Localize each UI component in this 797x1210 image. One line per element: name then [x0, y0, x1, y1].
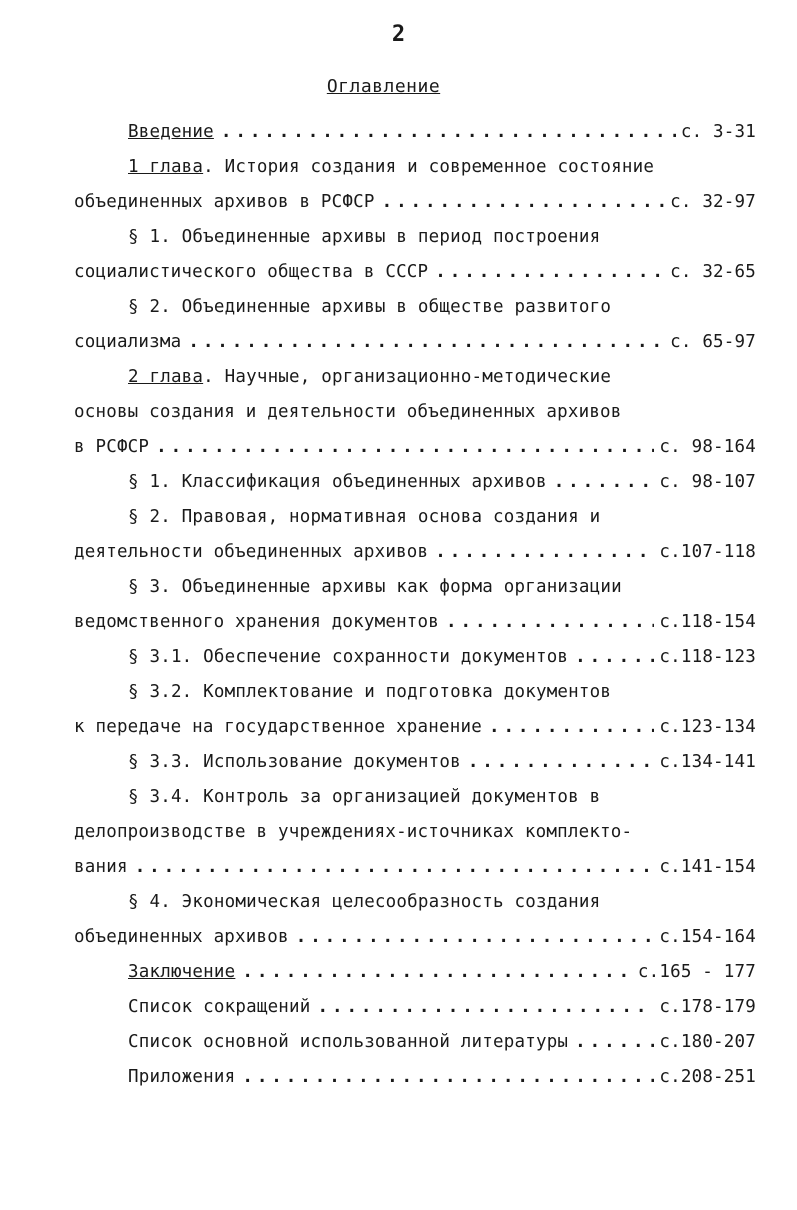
toc-chapter-1-line-2 — [74, 188, 756, 216]
toc-line-text: § 3.2. Комплектование и подготовка документов — [128, 682, 612, 702]
toc-entry-page: с. 3-31 — [680, 122, 756, 142]
toc-section-1-2-line-2 — [74, 328, 756, 356]
toc-line-text: . История создания и современное состояние — [203, 157, 655, 177]
dot-leader — [318, 993, 655, 1021]
toc-chapter-2-line-2 — [74, 398, 756, 426]
toc-entry-page: с.165 - 177 — [637, 962, 756, 982]
toc-entry-page: с.141-154 — [659, 857, 756, 877]
toc-entry-title: Введение — [128, 122, 214, 142]
toc-line-text: . Научные, организационно-методические — [203, 367, 612, 387]
toc-entry-page: с.118-123 — [659, 647, 756, 667]
toc-section-1-2-line-1 — [128, 293, 756, 321]
toc-section-2-3-3 — [128, 748, 756, 776]
toc-entry-page: с.178-179 — [659, 997, 756, 1017]
toc-entry-literature — [128, 1028, 756, 1056]
toc-section-2-1 — [128, 468, 756, 496]
dot-leader — [435, 538, 654, 566]
dot-leader — [468, 748, 655, 776]
toc-entry-title: Приложения — [128, 1067, 236, 1087]
chapter-label: 2 глава — [128, 367, 204, 387]
toc-section-2-3-2-line-1 — [128, 678, 756, 706]
dot-leader — [135, 853, 655, 881]
toc-entry-title: к передаче на государственное хранение — [74, 717, 482, 737]
page-number: 2 — [391, 22, 406, 47]
toc-heading: Оглавление — [326, 76, 441, 97]
toc-entry-title: Заключение — [128, 962, 236, 982]
dot-leader — [188, 328, 665, 356]
dot-leader — [156, 433, 654, 461]
toc-section-2-3-2-line-2 — [74, 713, 756, 741]
toc-entry-page: с.180-207 — [659, 1032, 756, 1052]
toc-entry-page: с.118-154 — [659, 612, 756, 632]
toc-entry-title: в РСФСР — [74, 437, 150, 457]
toc-line-text: § 2. Объединенные архивы в обществе развитого — [128, 297, 612, 317]
dot-leader — [221, 118, 676, 146]
toc-entry-page: с.123-134 — [659, 717, 756, 737]
toc-entry-page: с. 65-97 — [670, 332, 756, 352]
toc-entry-introduction — [128, 118, 756, 146]
toc-entry-conclusion — [128, 958, 756, 986]
toc-entry-abbreviations — [128, 993, 756, 1021]
toc-section-2-4-line-1 — [128, 888, 756, 916]
toc-chapter-2-line-3 — [74, 433, 756, 461]
dot-leader — [435, 258, 665, 286]
toc-entry-page: с. 32-65 — [670, 262, 756, 282]
dot-leader — [242, 958, 633, 986]
toc-line-text: § 3. Объединенные архивы как форма организации — [128, 577, 622, 597]
toc-entry-title: Список основной использованной литературы — [128, 1032, 569, 1052]
toc-section-2-4-line-2 — [74, 923, 756, 951]
toc-line-text: § 4. Экономическая целесообразность создания — [128, 892, 601, 912]
toc-entry-title: объединенных архивов — [74, 927, 289, 947]
toc-section-2-3-1 — [128, 643, 756, 671]
chapter-label: 1 глава — [128, 157, 204, 177]
toc-section-2-3-line-1 — [128, 573, 756, 601]
toc-entry-title: социалистического общества в СССР — [74, 262, 429, 282]
dot-leader — [382, 188, 666, 216]
toc-entry-title: вания — [74, 857, 128, 877]
dot-leader — [242, 1063, 654, 1091]
toc-entry-title: § 3.3. Использование документов — [128, 752, 461, 772]
toc-line-text: § 1. Объединенные архивы в период построения — [128, 227, 601, 247]
toc-entry-title: § 3.1. Обеспечение сохранности документов — [128, 647, 569, 667]
toc-entry-page: с.107-118 — [659, 542, 756, 562]
toc-line-text: делопроизводстве в учреждениях-источниках комплекто- — [74, 822, 633, 842]
toc-entry-page: с.134-141 — [659, 752, 756, 772]
toc-section-2-3-4-line-3 — [74, 853, 756, 881]
toc-section-2-3-4-line-2 — [74, 818, 756, 846]
dot-leader — [575, 643, 654, 671]
dot-leader — [446, 608, 654, 636]
toc-entry-title: Список сокращений — [128, 997, 311, 1017]
toc-entry-title: социализма — [74, 332, 182, 352]
toc-entry-title: деятельности объединенных архивов — [74, 542, 429, 562]
toc-entry-page: с. 98-107 — [659, 472, 756, 492]
toc-section-1-1-line-1 — [128, 223, 756, 251]
toc-entry-title: ведомственного хранения документов — [74, 612, 440, 632]
toc-section-2-3-line-2 — [74, 608, 756, 636]
toc-section-2-2-line-2 — [74, 538, 756, 566]
toc-section-2-2-line-1 — [128, 503, 756, 531]
dot-leader — [489, 713, 654, 741]
dot-leader — [554, 468, 655, 496]
toc-line-text: § 3.4. Контроль за организацией документов в — [128, 787, 601, 807]
toc-chapter-2-line-1 — [128, 363, 756, 391]
toc-entry-title: объединенных архивов в РСФСР — [74, 192, 375, 212]
toc-line-text: основы создания и деятельности объединенных архивов — [74, 402, 622, 422]
dot-leader — [575, 1028, 654, 1056]
toc-entry-page: с.154-164 — [659, 927, 756, 947]
toc-entry-page: с.208-251 — [659, 1067, 756, 1087]
dot-leader — [296, 923, 655, 951]
toc-entry-title: § 1. Классификация объединенных архивов — [128, 472, 547, 492]
toc-entry-appendices — [128, 1063, 756, 1091]
toc-line-text: § 2. Правовая, нормативная основа создания и — [128, 507, 601, 527]
toc-section-1-1-line-2 — [74, 258, 756, 286]
toc-entry-page: с. 98-164 — [659, 437, 756, 457]
toc-entry-page: с. 32-97 — [670, 192, 756, 212]
toc-section-2-3-4-line-1 — [128, 783, 756, 811]
toc-chapter-1-line-1 — [128, 153, 756, 181]
